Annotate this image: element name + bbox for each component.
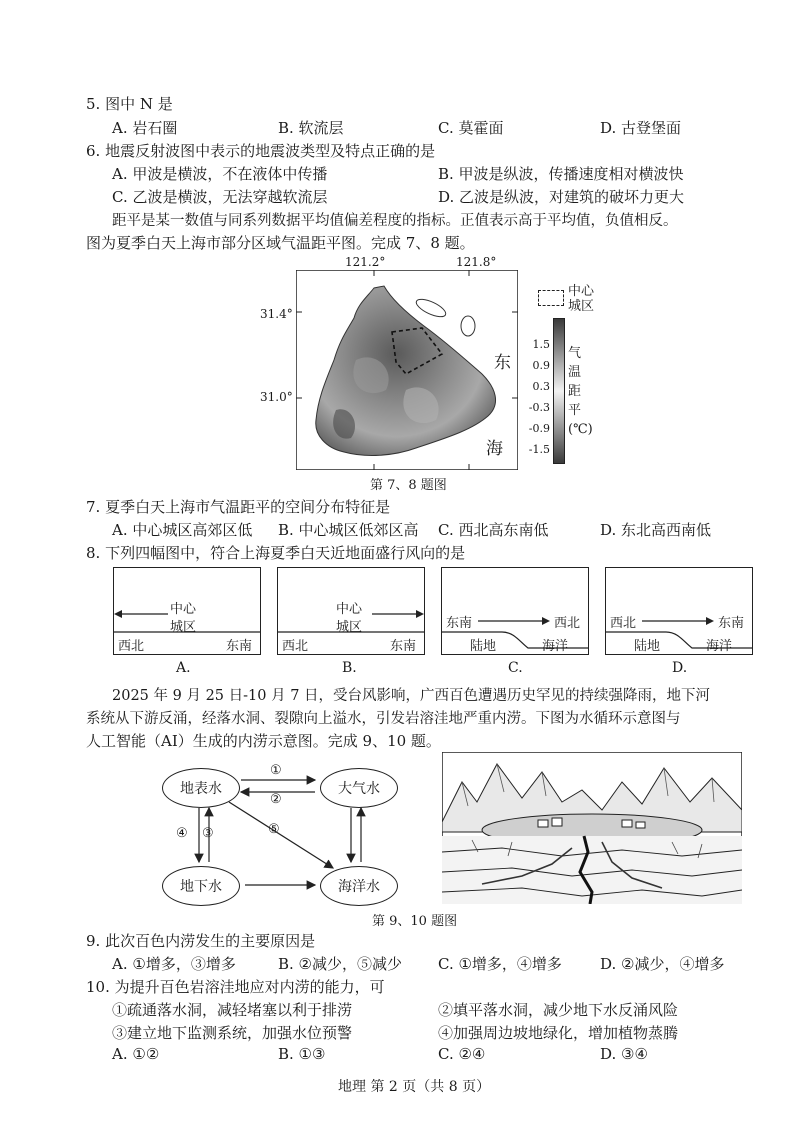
q7-option-a: A. 中心城区高郊区低	[112, 521, 253, 539]
q10-item-2: ②填平落水洞，减少地下水反涌风险	[438, 1001, 679, 1019]
legend-center-city-label: 中心 城区	[568, 284, 595, 314]
cycle-label-5: ⑤	[268, 822, 280, 837]
map-caption: 第 7、8 题图	[370, 478, 447, 493]
cycle-caption: 第 9、10 题图	[372, 914, 458, 929]
q5-option-d: D. 古登堡面	[600, 119, 682, 137]
q5-option-a: A. 岩石圈	[112, 119, 178, 137]
cycle-atmospheric-water: 大气水	[320, 768, 398, 808]
karst-flooding-illustration	[442, 752, 742, 904]
q8-letter-b: B.	[342, 660, 357, 676]
q8-diagram-c: 东南 西北 陆地 海洋	[441, 567, 589, 655]
island	[461, 316, 475, 336]
q6-option-d: D. 乙波是纵波，对建筑的破坏力更大	[438, 188, 685, 206]
map-lat-top: 31.4°	[260, 307, 293, 321]
cycle-label-2: ②	[270, 792, 282, 807]
cycle-ocean-water: 海洋水	[320, 866, 398, 906]
cycle-label-3: ③	[202, 826, 214, 841]
cycle-surface-water: 地表水	[162, 768, 240, 808]
q7-option-c: C. 西北高东南低	[438, 521, 549, 539]
q10-item-1: ①疏通落水洞，减轻堵塞以利于排涝	[112, 1001, 353, 1019]
q5-option-b: B. 软流层	[278, 119, 344, 137]
q9-option-d: D. ②减少，④增多	[600, 955, 725, 973]
q9-stem: 9. 此次百色内涝发生的主要原因是	[86, 932, 316, 950]
q7-option-b: B. 中心城区低郊区高	[278, 521, 419, 539]
q8-diagram-a: 中心 城区 西北 东南	[113, 567, 261, 655]
q8-letter-d: D.	[672, 660, 688, 676]
q9-option-b: B. ②减少，⑤减少	[278, 955, 403, 973]
q7-option-d: D. 东北高西南低	[600, 521, 712, 539]
q8-letter-a: A.	[176, 660, 191, 676]
q5-stem: 5. 图中 N 是	[86, 95, 173, 113]
q10-item-3: ③建立地下监测系统，加强水位预警	[112, 1024, 353, 1042]
q10-option-c: C. ②④	[438, 1045, 486, 1063]
intro910-line3: 人工智能（AI）生成的内涝示意图。完成 9、10 题。	[86, 732, 441, 750]
page-footer: 地理 第 2 页（共 8 页）	[338, 1079, 491, 1095]
q6-option-c: C. 乙波是横波，无法穿越软流层	[112, 188, 328, 206]
map-lon-left: 121.2°	[345, 255, 386, 269]
intro910-line1: 2025 年 9 月 25 日-10 月 7 日，受台风影响，广西百色遭遇历史罕见的持续强降雨，地下河	[112, 688, 711, 704]
q9-option-c: C. ①增多，④增多	[438, 955, 562, 973]
q6-option-b: B. 甲波是纵波，传播速度相对横波快	[438, 165, 684, 183]
q8-letter-c: C.	[508, 660, 523, 676]
q6-stem: 6. 地震反射波图中表示的地震波类型及特点正确的是	[86, 142, 436, 160]
cycle-label-4: ④	[176, 826, 188, 841]
intro78-line2: 图为夏季白天上海市部分区域气温距平图。完成 7、8 题。	[86, 234, 475, 252]
q10-item-4: ④加强周边坡地绿化，增加植物蒸腾	[438, 1024, 679, 1042]
q10-option-a: A. ①②	[112, 1045, 160, 1063]
temperature-scale-bar	[553, 318, 565, 464]
cycle-label-1: ①	[270, 763, 282, 778]
q6-option-a: A. 甲波是横波，不在液体中传播	[112, 165, 328, 183]
map-lat-bottom: 31.0°	[260, 390, 293, 404]
q10-option-d: D. ③④	[600, 1045, 648, 1063]
q10-option-b: B. ①③	[278, 1045, 326, 1063]
intro78-line1: 距平是某一数值与同系列数据平均值偏差程度的指标。正值表示高于平均值，负值相反。	[112, 213, 678, 229]
q8-diagram-b: 中心 城区 西北 东南	[277, 567, 425, 655]
cycle-ground-water: 地下水	[162, 866, 240, 906]
q9-option-a: A. ①增多，③增多	[112, 955, 236, 973]
map-sea-label-2: 海	[486, 439, 503, 459]
scale-title: 气 温 距 平 (℃)	[568, 346, 593, 437]
map-sea-label-1: 东	[494, 353, 511, 373]
q7-stem: 7. 夏季白天上海市气温距平的空间分布特征是	[86, 498, 391, 516]
temperature-anomaly-map	[296, 270, 518, 470]
scale-values: 1.5 0.9 0.3 -0.3 -0.9 -1.5	[528, 338, 550, 456]
q10-stem: 10. 为提升百色岩溶洼地应对内涝的能力，可	[86, 978, 385, 996]
legend-center-city-symbol	[538, 290, 564, 306]
q8-diagram-d: 西北 东南 陆地 海洋	[605, 567, 753, 655]
q5-option-c: C. 莫霍面	[438, 119, 504, 137]
map-lon-right: 121.8°	[456, 255, 497, 269]
intro910-line2: 系统从下游反涌，经落水洞、裂隙向上溢水，引发岩溶洼地严重内涝。下图为水循环示意图与	[86, 711, 681, 727]
q8-stem: 8. 下列四幅图中，符合上海夏季白天近地面盛行风向的是	[86, 544, 466, 562]
